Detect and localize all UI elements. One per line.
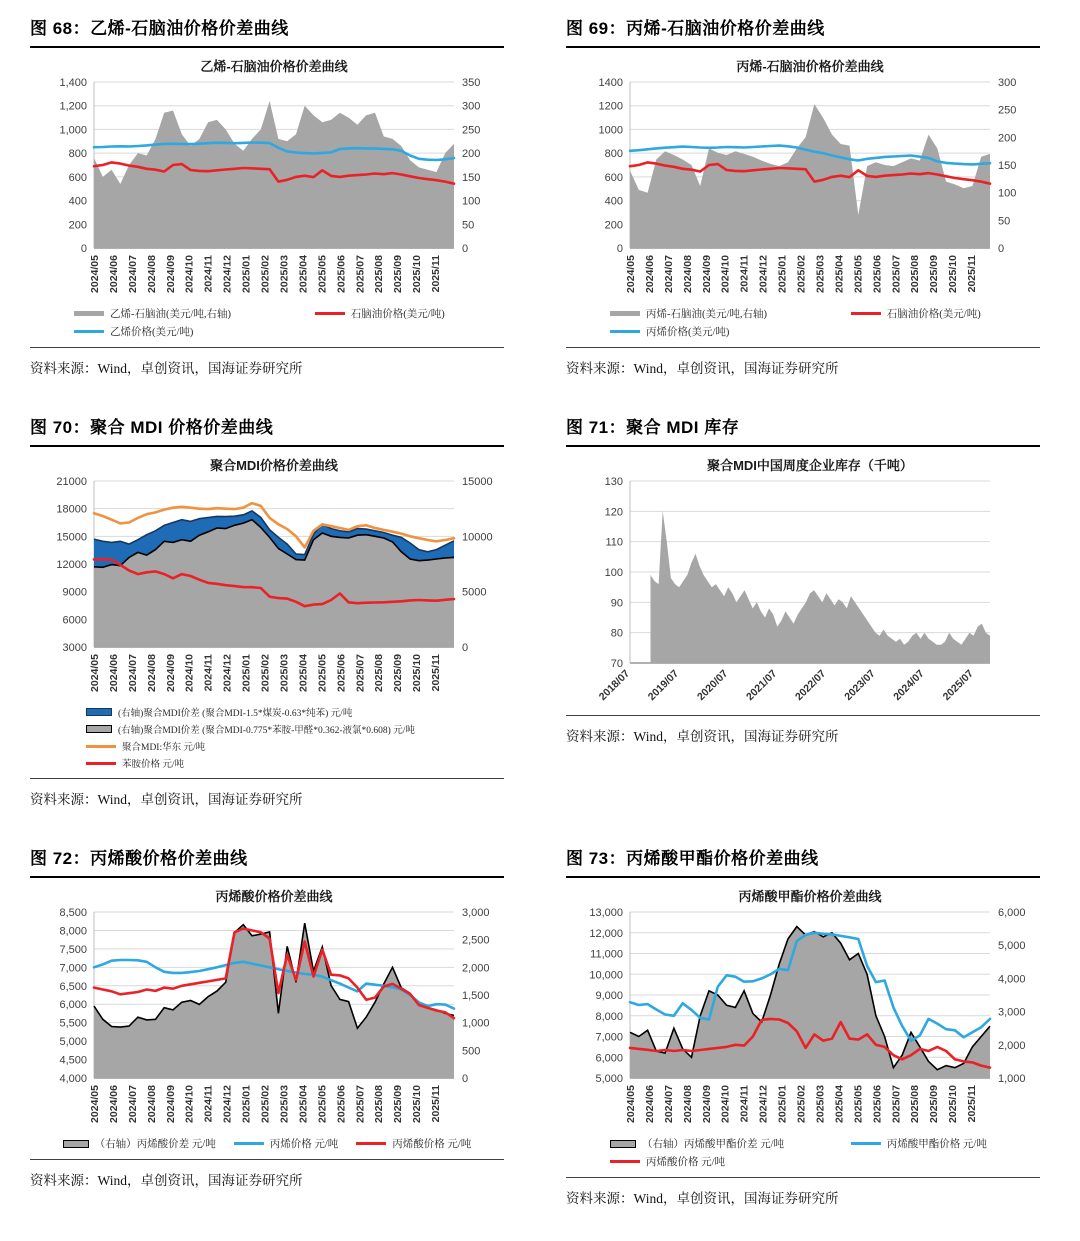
svg-text:2024/11: 2024/11 <box>202 1085 215 1123</box>
svg-text:6,000: 6,000 <box>595 1052 623 1065</box>
svg-text:2018/07: 2018/07 <box>596 667 633 703</box>
figure-72-heading: 图 72：丙烯酸价格价差曲线 <box>30 842 504 878</box>
svg-text:2024/05: 2024/05 <box>625 255 637 293</box>
svg-text:1000: 1000 <box>598 124 623 137</box>
svg-text:2023/07: 2023/07 <box>842 667 878 703</box>
x-axis-ticks <box>89 654 442 692</box>
svg-text:2025/07: 2025/07 <box>940 667 976 703</box>
svg-text:2024/12: 2024/12 <box>221 1085 234 1123</box>
svg-text:500: 500 <box>462 1045 481 1058</box>
svg-text:2025/09: 2025/09 <box>928 1085 941 1123</box>
svg-text:2025/05: 2025/05 <box>316 654 329 692</box>
svg-text:2025/04: 2025/04 <box>297 1085 310 1123</box>
legend-swatch-icon <box>86 725 112 733</box>
svg-text:2024/12: 2024/12 <box>221 255 234 293</box>
legend-label: 乙烯价格(美元/吨) <box>110 327 194 338</box>
legend-item <box>610 306 851 321</box>
svg-text:2025/10: 2025/10 <box>947 255 960 293</box>
legend-swatch-icon <box>234 1142 264 1145</box>
figure-69-heading: 图 69：丙烯-石脑油价格价差曲线 <box>566 12 1040 48</box>
legend-item <box>356 1136 471 1151</box>
legend-label: 石脑油价格(美元/吨) <box>350 309 445 320</box>
svg-text:120: 120 <box>604 506 623 519</box>
svg-text:8,000: 8,000 <box>59 925 87 938</box>
svg-text:2025/01: 2025/01 <box>240 255 253 293</box>
svg-text:2024/11: 2024/11 <box>202 654 215 692</box>
left-axis-ticks <box>599 77 623 255</box>
svg-text:2025/09: 2025/09 <box>392 1085 405 1123</box>
svg-text:2024/07: 2024/07 <box>126 255 139 293</box>
svg-text:300: 300 <box>462 100 481 113</box>
legend-label: 丙烯酸甲酯价格 元/吨 <box>886 1139 987 1150</box>
svg-text:18000: 18000 <box>56 503 87 516</box>
svg-text:2024/09: 2024/09 <box>700 1085 713 1123</box>
svg-text:2025/06: 2025/06 <box>335 1085 348 1123</box>
legend-label: （右轴）丙烯酸价差 元/吨 <box>94 1139 216 1150</box>
svg-text:2024/09: 2024/09 <box>164 654 177 692</box>
svg-text:1,000: 1,000 <box>59 124 87 137</box>
svg-text:0: 0 <box>462 243 469 255</box>
svg-text:1200: 1200 <box>598 100 623 113</box>
svg-text:10000: 10000 <box>462 531 493 544</box>
svg-text:200: 200 <box>68 219 87 232</box>
legend-items <box>30 1136 504 1151</box>
legend-label: 丙烯价格 元/吨 <box>269 1139 339 1150</box>
svg-text:21000: 21000 <box>56 476 87 488</box>
svg-text:200: 200 <box>998 132 1017 145</box>
legend-item <box>851 306 1040 321</box>
left-axis-ticks <box>589 907 623 1085</box>
svg-text:2024/10: 2024/10 <box>719 1085 732 1123</box>
svg-text:2024/10: 2024/10 <box>183 654 196 692</box>
svg-text:1,400: 1,400 <box>59 77 87 89</box>
svg-text:350: 350 <box>462 77 481 89</box>
svg-text:70: 70 <box>610 658 623 670</box>
svg-text:2025/08: 2025/08 <box>909 255 922 293</box>
svg-text:250: 250 <box>462 124 481 137</box>
legend-label: 丙烯-石脑油(美元/吨,右轴) <box>646 309 768 320</box>
svg-text:2022/07: 2022/07 <box>792 667 829 703</box>
svg-text:2024/06: 2024/06 <box>643 1085 656 1123</box>
legend-swatch-icon <box>74 330 104 333</box>
svg-text:2025/07: 2025/07 <box>890 255 903 293</box>
svg-text:2024/08: 2024/08 <box>145 1085 158 1123</box>
svg-text:2024/06: 2024/06 <box>107 654 120 692</box>
figure-73 <box>566 842 1040 1207</box>
legend-item <box>86 739 504 753</box>
chart-canvas-4 <box>30 886 504 1138</box>
legend-swatch-icon <box>74 311 104 316</box>
svg-text:2024/11: 2024/11 <box>202 255 215 293</box>
svg-text:2024/07: 2024/07 <box>662 1085 675 1123</box>
svg-text:2024/10: 2024/10 <box>183 1085 196 1123</box>
chart-title: 聚合MDI中国周度企业库存（千吨） <box>707 458 913 473</box>
svg-text:2020/07: 2020/07 <box>695 667 731 703</box>
svg-text:2025/05: 2025/05 <box>852 1085 865 1123</box>
svg-text:400: 400 <box>68 195 87 208</box>
svg-text:2024/09: 2024/09 <box>164 255 177 293</box>
svg-text:2024/11: 2024/11 <box>738 255 751 293</box>
svg-text:2024/05: 2024/05 <box>625 1085 637 1123</box>
svg-text:0: 0 <box>462 642 469 654</box>
figure-70 <box>30 411 504 808</box>
legend-swatch-icon <box>610 1160 640 1163</box>
svg-text:6,500: 6,500 <box>59 980 87 993</box>
legend-swatch-icon <box>315 312 345 315</box>
chart-legend-2 <box>30 705 504 770</box>
svg-text:2025/10: 2025/10 <box>411 1085 424 1123</box>
legend-items <box>30 306 504 339</box>
svg-text:6,000: 6,000 <box>59 999 87 1012</box>
svg-text:400: 400 <box>604 195 623 208</box>
figure-69-source: 资料来源：Wind，卓创资讯，国海证券研究所 <box>566 347 1040 377</box>
right-axis-ticks <box>998 77 1016 255</box>
svg-text:2025/07: 2025/07 <box>354 654 367 692</box>
legend-item <box>610 1136 851 1151</box>
svg-text:2025/09: 2025/09 <box>392 255 405 293</box>
legend-label: 乙烯-石脑油(美元/吨,右轴) <box>110 309 232 320</box>
svg-text:200: 200 <box>462 148 481 161</box>
chart-legend-0 <box>30 306 504 339</box>
svg-text:2025/04: 2025/04 <box>833 255 846 293</box>
legend-label: 石脑油价格(美元/吨) <box>886 309 981 320</box>
series-0 <box>651 511 991 663</box>
x-axis-ticks <box>89 1085 442 1123</box>
svg-text:5,000: 5,000 <box>59 1036 87 1049</box>
legend-items <box>566 1136 1040 1169</box>
figure-68-chart <box>30 56 504 339</box>
svg-text:15000: 15000 <box>56 531 87 544</box>
figure-73-heading: 图 73：丙烯酸甲酯价格价差曲线 <box>566 842 1040 878</box>
svg-text:1,200: 1,200 <box>59 100 87 113</box>
svg-text:100: 100 <box>998 187 1017 200</box>
svg-text:2024/05: 2024/05 <box>89 255 101 293</box>
legend-label: （右轴）丙烯酸甲酯价差 元/吨 <box>642 1139 785 1150</box>
svg-text:5,000: 5,000 <box>998 940 1026 953</box>
svg-text:150: 150 <box>998 160 1017 172</box>
chart-title: 丙烯酸甲酯价格价差曲线 <box>738 889 882 904</box>
legend-label: (右轴)聚合MDI价差 (聚合MDI-1.5*煤炭-0.63*纯苯) 元/吨 <box>118 709 353 719</box>
svg-text:2025/11: 2025/11 <box>430 1085 443 1123</box>
svg-text:0: 0 <box>998 243 1005 255</box>
left-axis-ticks <box>605 476 623 670</box>
figure-71-heading: 图 71：聚合 MDI 库存 <box>566 411 1040 447</box>
chart-canvas-0 <box>30 56 504 308</box>
svg-text:3,000: 3,000 <box>998 1006 1026 1019</box>
svg-text:2021/07: 2021/07 <box>744 667 780 703</box>
legend-items <box>566 306 1040 339</box>
svg-text:6000: 6000 <box>62 614 87 627</box>
svg-text:2025/01: 2025/01 <box>776 1085 789 1123</box>
svg-text:2024/07: 2024/07 <box>891 667 927 703</box>
svg-text:4,500: 4,500 <box>59 1054 87 1067</box>
left-axis-ticks <box>59 77 87 255</box>
svg-text:9,000: 9,000 <box>595 990 623 1002</box>
svg-text:2025/09: 2025/09 <box>392 654 405 692</box>
svg-text:2025/10: 2025/10 <box>411 654 424 692</box>
chart-canvas-2 <box>30 455 504 707</box>
svg-text:1,000: 1,000 <box>462 1017 490 1030</box>
x-axis-ticks <box>625 255 978 293</box>
svg-text:9000: 9000 <box>62 586 87 599</box>
svg-text:15000: 15000 <box>462 476 493 488</box>
svg-text:2025/05: 2025/05 <box>852 255 865 293</box>
svg-text:2024/05: 2024/05 <box>89 654 101 692</box>
svg-text:2025/11: 2025/11 <box>966 255 979 293</box>
svg-text:2024/12: 2024/12 <box>757 255 770 293</box>
svg-text:2024/11: 2024/11 <box>738 1085 751 1123</box>
legend-item <box>74 306 315 321</box>
legend-label: 丙烯价格(美元/吨) <box>646 327 730 338</box>
svg-text:0: 0 <box>462 1073 469 1085</box>
svg-text:4,000: 4,000 <box>59 1073 87 1085</box>
legend-label: 丙烯酸价格 元/吨 <box>392 1139 472 1150</box>
svg-text:2025/11: 2025/11 <box>966 1085 979 1123</box>
svg-text:2025/02: 2025/02 <box>259 1085 272 1123</box>
svg-text:50: 50 <box>998 215 1011 228</box>
right-axis-ticks <box>462 476 493 654</box>
legend-swatch-icon <box>610 330 640 333</box>
chart-title: 丙烯-石脑油价格价差曲线 <box>736 59 884 74</box>
svg-text:2025/02: 2025/02 <box>259 254 272 293</box>
legend-swatch-icon <box>86 708 112 716</box>
svg-text:2,000: 2,000 <box>462 962 490 975</box>
legend-items <box>30 705 504 770</box>
chart-title: 丙烯酸价格价差曲线 <box>215 889 333 904</box>
svg-text:80: 80 <box>610 627 623 640</box>
svg-text:2024/09: 2024/09 <box>700 255 713 293</box>
svg-text:2025/04: 2025/04 <box>833 1085 846 1123</box>
svg-text:2025/01: 2025/01 <box>776 255 789 293</box>
svg-text:2025/11: 2025/11 <box>430 255 443 293</box>
figure-73-chart <box>566 886 1040 1169</box>
svg-text:2024/06: 2024/06 <box>643 255 656 293</box>
svg-text:2025/08: 2025/08 <box>373 255 386 293</box>
svg-text:11,000: 11,000 <box>590 948 623 961</box>
svg-text:2024/08: 2024/08 <box>145 255 158 293</box>
svg-text:2025/07: 2025/07 <box>354 255 367 293</box>
legend-item <box>315 306 504 321</box>
chart-legend-1 <box>566 306 1040 339</box>
svg-text:2,500: 2,500 <box>462 934 490 947</box>
svg-text:2025/02: 2025/02 <box>795 254 808 293</box>
svg-text:90: 90 <box>610 597 623 610</box>
chart-canvas-3 <box>566 455 1040 707</box>
svg-text:10,000: 10,000 <box>589 969 623 982</box>
x-axis-ticks <box>625 1085 978 1123</box>
svg-text:2024/12: 2024/12 <box>757 1085 770 1123</box>
legend-item <box>86 705 504 719</box>
svg-text:2019/07: 2019/07 <box>645 667 682 703</box>
svg-text:100: 100 <box>604 567 623 579</box>
svg-text:4,000: 4,000 <box>998 973 1026 986</box>
figure-69 <box>566 12 1040 377</box>
legend-label: 丙烯酸价格 元/吨 <box>646 1157 726 1168</box>
svg-text:1400: 1400 <box>598 77 623 89</box>
svg-text:2024/12: 2024/12 <box>221 654 234 692</box>
svg-text:2025/10: 2025/10 <box>411 255 424 293</box>
svg-text:200: 200 <box>604 219 623 232</box>
legend-swatch-icon <box>86 745 116 748</box>
figures-grid <box>30 12 1042 1241</box>
svg-text:2025/04: 2025/04 <box>297 654 310 692</box>
svg-text:2024/07: 2024/07 <box>126 654 139 692</box>
svg-text:0: 0 <box>80 243 87 255</box>
legend-item <box>851 1136 1040 1151</box>
figure-70-chart <box>30 455 504 770</box>
figure-71 <box>566 411 1040 808</box>
figure-72 <box>30 842 504 1207</box>
chart-canvas-1 <box>566 56 1040 308</box>
figure-70-source: 资料来源：Wind，卓创资讯，国海证券研究所 <box>30 778 504 808</box>
chart-canvas-5 <box>566 886 1040 1138</box>
svg-text:2025/09: 2025/09 <box>928 255 941 293</box>
svg-text:13,000: 13,000 <box>589 907 623 919</box>
legend-label: (右轴)聚合MDI价差 (聚合MDI-0.775*苯胺-甲醛*0.362-液氯*0.608) 元/吨 <box>118 726 415 736</box>
svg-text:7,000: 7,000 <box>59 962 87 975</box>
chart-title: 乙烯-石脑油价格价差曲线 <box>200 59 348 74</box>
svg-text:12000: 12000 <box>56 559 87 571</box>
svg-text:2024/08: 2024/08 <box>681 1085 694 1123</box>
svg-text:2024/07: 2024/07 <box>126 1085 139 1123</box>
legend-item <box>234 1136 339 1151</box>
figure-71-chart <box>566 455 1040 707</box>
svg-text:7,000: 7,000 <box>595 1031 623 1044</box>
figure-73-source: 资料来源：Wind，卓创资讯，国海证券研究所 <box>566 1177 1040 1207</box>
figure-72-chart <box>30 886 504 1151</box>
svg-text:2025/08: 2025/08 <box>373 1085 386 1123</box>
svg-text:600: 600 <box>68 171 87 184</box>
svg-text:3000: 3000 <box>62 642 87 654</box>
legend-label: 苯胺价格 元/吨 <box>122 760 185 770</box>
svg-text:300: 300 <box>998 77 1017 89</box>
svg-text:50: 50 <box>462 219 475 232</box>
right-axis-ticks <box>462 907 490 1085</box>
svg-text:2024/10: 2024/10 <box>183 255 196 293</box>
svg-text:2024/06: 2024/06 <box>107 255 120 293</box>
svg-text:2025/01: 2025/01 <box>240 654 253 692</box>
left-axis-ticks <box>56 476 87 654</box>
figure-68-source: 资料来源：Wind，卓创资讯，国海证券研究所 <box>30 347 504 377</box>
svg-text:130: 130 <box>604 476 623 488</box>
svg-text:8,500: 8,500 <box>59 907 87 919</box>
svg-text:1,000: 1,000 <box>998 1073 1026 1085</box>
svg-text:2025/06: 2025/06 <box>871 255 884 293</box>
legend-swatch-icon <box>610 311 640 316</box>
svg-text:2025/03: 2025/03 <box>814 1085 827 1123</box>
figure-71-source: 资料来源：Wind，卓创资讯，国海证券研究所 <box>566 715 1040 745</box>
svg-text:3,000: 3,000 <box>462 907 490 919</box>
svg-text:5,000: 5,000 <box>595 1073 623 1085</box>
svg-text:2025/03: 2025/03 <box>278 654 291 692</box>
chart-legend-5 <box>566 1136 1040 1169</box>
legend-swatch-icon <box>63 1140 89 1148</box>
chart-legend-4 <box>30 1136 504 1151</box>
svg-text:600: 600 <box>604 171 623 184</box>
svg-text:2025/06: 2025/06 <box>335 654 348 692</box>
svg-text:2024/05: 2024/05 <box>89 1085 101 1123</box>
legend-item <box>86 722 504 736</box>
chart-title: 聚合MDI价格价差曲线 <box>210 458 338 473</box>
svg-text:2024/09: 2024/09 <box>164 1085 177 1123</box>
svg-text:1,500: 1,500 <box>462 990 490 1002</box>
svg-text:2025/02: 2025/02 <box>795 1085 808 1123</box>
legend-swatch-icon <box>86 762 116 765</box>
svg-text:2024/08: 2024/08 <box>145 654 158 692</box>
svg-text:100: 100 <box>462 195 481 208</box>
legend-swatch-icon <box>610 1140 636 1148</box>
svg-text:2,000: 2,000 <box>998 1039 1026 1052</box>
svg-text:110: 110 <box>605 536 623 549</box>
legend-swatch-icon <box>851 1142 881 1145</box>
legend-item <box>86 756 504 770</box>
legend-item <box>610 1154 851 1169</box>
svg-text:2025/05: 2025/05 <box>316 1085 329 1123</box>
svg-text:2025/08: 2025/08 <box>909 1085 922 1123</box>
svg-text:2025/01: 2025/01 <box>240 1085 253 1123</box>
legend-item <box>610 324 851 339</box>
svg-text:2025/06: 2025/06 <box>871 1085 884 1123</box>
svg-text:2025/05: 2025/05 <box>316 255 329 293</box>
svg-text:2024/08: 2024/08 <box>681 255 694 293</box>
right-axis-ticks <box>998 907 1026 1085</box>
right-axis-ticks <box>462 77 480 255</box>
figure-72-source: 资料来源：Wind，卓创资讯，国海证券研究所 <box>30 1159 504 1189</box>
svg-text:800: 800 <box>68 148 87 161</box>
svg-text:2025/03: 2025/03 <box>814 255 827 293</box>
x-axis-ticks <box>597 668 976 703</box>
svg-text:2025/07: 2025/07 <box>354 1085 367 1123</box>
figure-68-heading: 图 68：乙烯-石脑油价格价差曲线 <box>30 12 504 48</box>
legend-swatch-icon <box>851 312 881 315</box>
figure-68 <box>30 12 504 377</box>
svg-text:2024/10: 2024/10 <box>719 255 732 293</box>
series-0 <box>630 927 990 1078</box>
svg-text:12,000: 12,000 <box>589 927 623 940</box>
svg-text:2025/03: 2025/03 <box>278 1085 291 1123</box>
legend-label: 聚合MDI:华东 元/吨 <box>122 743 206 753</box>
svg-text:2025/02: 2025/02 <box>259 654 272 692</box>
svg-text:2024/07: 2024/07 <box>662 255 675 293</box>
legend-item <box>74 324 315 339</box>
svg-text:2025/06: 2025/06 <box>335 255 348 293</box>
svg-text:250: 250 <box>998 104 1017 117</box>
svg-text:2025/07: 2025/07 <box>890 1085 903 1123</box>
svg-text:2025/08: 2025/08 <box>373 654 386 692</box>
svg-text:5000: 5000 <box>462 586 487 599</box>
x-axis-ticks <box>89 255 442 293</box>
figure-69-chart <box>566 56 1040 339</box>
svg-text:150: 150 <box>462 171 481 184</box>
svg-text:8,000: 8,000 <box>595 1010 623 1023</box>
svg-text:2025/10: 2025/10 <box>947 1085 960 1123</box>
svg-text:2025/11: 2025/11 <box>430 654 443 692</box>
left-axis-ticks <box>59 907 87 1085</box>
legend-swatch-icon <box>356 1142 386 1145</box>
figure-70-heading: 图 70：聚合 MDI 价格价差曲线 <box>30 411 504 447</box>
svg-text:7,500: 7,500 <box>59 943 87 956</box>
svg-text:800: 800 <box>604 148 623 161</box>
legend-item <box>63 1136 216 1151</box>
svg-text:5,500: 5,500 <box>59 1017 87 1030</box>
svg-text:6,000: 6,000 <box>998 907 1026 919</box>
series-0 <box>94 923 454 1078</box>
svg-text:2025/04: 2025/04 <box>297 255 310 293</box>
svg-text:0: 0 <box>616 243 623 255</box>
svg-text:2025/03: 2025/03 <box>278 255 291 293</box>
svg-text:2024/06: 2024/06 <box>107 1085 120 1123</box>
